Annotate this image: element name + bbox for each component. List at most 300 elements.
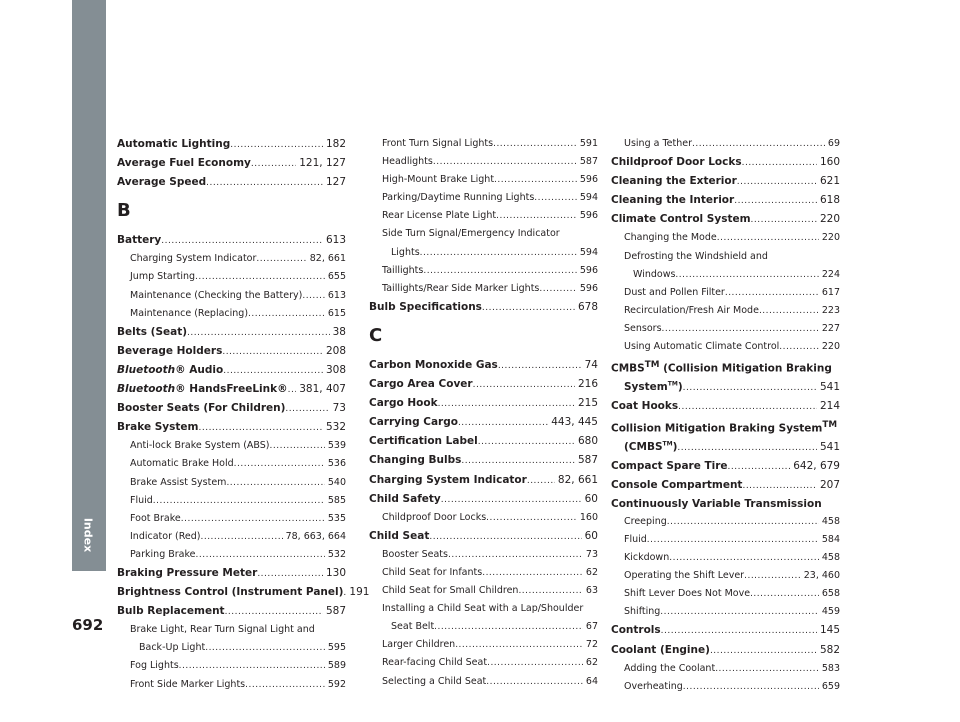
dot-leader [473, 376, 575, 394]
index-entry-label: Back-Up Light [139, 642, 206, 654]
index-entry-label: Cargo Hook [369, 397, 438, 410]
dot-leader [661, 622, 817, 640]
index-subentry[interactable] [611, 320, 840, 338]
dot-leader [288, 381, 297, 399]
index-entry-label: Taillights/Rear Side Marker Lights [382, 282, 540, 294]
index-entry-page-ref[interactable]: 536 [327, 458, 346, 470]
index-entry-label: Using a Tether [624, 138, 692, 149]
index-entry-page-ref[interactable]: 655 [327, 271, 346, 283]
index-entry[interactable] [369, 471, 598, 490]
index-entry-page-ref[interactable]: 72 [585, 639, 598, 651]
index-entry-label: Windows [633, 268, 676, 280]
dot-leader [423, 262, 577, 280]
index-entry-page-ref[interactable]: 587 [325, 605, 346, 618]
index-entry-label: Taillights [382, 264, 424, 276]
index-subentry[interactable] [369, 189, 598, 207]
index-entry-page-ref[interactable]: 680 [577, 435, 598, 448]
index-entry-label: Bulb Replacement [117, 605, 225, 618]
dot-leader [486, 673, 583, 691]
index-entry-page-ref[interactable]: 587 [579, 156, 598, 168]
index-entry[interactable] [369, 413, 598, 432]
dot-leader [677, 439, 817, 457]
index-subentry[interactable] [369, 564, 598, 582]
index-entry-page-ref[interactable]: 532 [325, 421, 346, 434]
dot-leader [750, 585, 819, 603]
index-entry-label: Kickdown [624, 552, 670, 564]
side-tab-label: Index [81, 517, 95, 553]
index-entry-page-ref[interactable]: 458 [821, 515, 840, 527]
index-entry-label: Dust and Pollen Filter [624, 286, 725, 298]
dot-leader [230, 136, 323, 154]
index-entry-page-ref[interactable]: 227 [821, 322, 840, 334]
index-subentry[interactable] [117, 510, 346, 528]
index-entry[interactable] [369, 356, 598, 375]
index-entry-page-ref[interactable]: 74 [584, 358, 598, 371]
index-subentry[interactable] [611, 567, 840, 585]
index-subentry[interactable] [369, 153, 598, 171]
index-subentry[interactable] [369, 280, 598, 298]
dot-leader [245, 676, 325, 694]
index-entry[interactable] [369, 490, 598, 509]
index-subentry[interactable] [369, 636, 598, 654]
index-subentry[interactable] [611, 660, 840, 678]
index-subentry[interactable] [611, 549, 840, 567]
index-subentry[interactable] [117, 474, 346, 492]
index-subentry[interactable] [611, 585, 840, 603]
index-entry-label: Headlights [382, 156, 433, 168]
index-entry-label: Foot Brake [130, 512, 181, 524]
index-entry-page-ref[interactable]: 220 [821, 341, 840, 353]
index-entry-label: Parking/Daytime Running Lights [382, 192, 535, 204]
index-entry-page-ref[interactable]: 38 [332, 325, 346, 338]
dot-leader [728, 458, 791, 476]
index-entry-label: Bluetooth® Audio [117, 363, 224, 376]
index-entry-label: Child Seat for Small Children [382, 585, 519, 597]
dot-leader [200, 528, 282, 546]
index-subentry[interactable] [369, 509, 598, 527]
index-entry-label: Bluetooth® HandsFreeLink® [117, 383, 288, 396]
dot-leader [234, 455, 325, 473]
index-entry-label: Seat Belt [391, 621, 435, 633]
index-entry[interactable] [117, 418, 346, 437]
dot-leader [222, 343, 323, 361]
dot-leader [458, 414, 548, 432]
index-entry-page-ref[interactable]: 223 [821, 304, 840, 316]
index-entry-label: Operating the Shift Lever [624, 570, 745, 582]
index-subentry[interactable] [117, 287, 346, 305]
index-subentry[interactable] [611, 135, 840, 153]
dot-leader [226, 474, 324, 492]
index-entry-label: Adding the Coolant [624, 662, 716, 674]
dot-leader [496, 207, 577, 225]
index-entry-label: Brightness Control (Instrument Panel) [117, 586, 344, 599]
index-entry[interactable] [611, 153, 840, 172]
index-subentry[interactable] [117, 250, 346, 268]
index-subentry[interactable] [611, 229, 840, 247]
index-entry-label: Compact Spare Tire [611, 459, 728, 472]
index-subentry[interactable] [611, 603, 840, 621]
dot-leader [486, 509, 577, 527]
index-entry-label: Carrying Cargo [369, 416, 458, 429]
dot-leader [669, 549, 819, 567]
index-entry-label: Cargo Area Cover [369, 378, 473, 391]
index-entry-page-ref[interactable]: 582 [819, 643, 840, 656]
dot-leader [660, 603, 819, 621]
index-entry-label: System™) [624, 380, 683, 393]
index-entry-continued-label: Side Turn Signal/Emergency Indicator [382, 228, 560, 240]
index-entry-page-ref[interactable]: 208 [325, 344, 346, 357]
index-entry[interactable] [117, 342, 346, 361]
index-subentry[interactable] [369, 207, 598, 225]
index-entry-page-ref[interactable]: 659 [821, 680, 840, 692]
dot-leader [667, 513, 819, 531]
dot-leader [478, 433, 575, 451]
index-entry-page-ref[interactable]: 589 [327, 660, 346, 672]
index-subentry[interactable] [117, 546, 346, 564]
dot-leader [438, 395, 575, 413]
index-subentry[interactable] [611, 284, 840, 302]
index-entry-page-ref[interactable]: 658 [821, 588, 840, 600]
index-entry-page-ref[interactable]: 67 [585, 621, 598, 633]
dot-leader [737, 173, 817, 191]
index-entry-label: Changing Bulbs [369, 454, 462, 467]
index-entry-page-ref[interactable]: 145 [819, 624, 840, 637]
index-entry-page-ref[interactable]: 585 [327, 494, 346, 506]
index-entry-page-ref[interactable]: 214 [819, 399, 840, 412]
dot-leader [692, 135, 825, 153]
index-entry-label: Lights [391, 246, 420, 258]
index-entry-label: Fluid [130, 494, 153, 506]
index-subentry[interactable] [611, 266, 840, 284]
index-entry-page-ref[interactable]: 618 [819, 194, 840, 207]
index-entry-page-ref[interactable]: 596 [579, 264, 598, 276]
index-entry-page-ref[interactable]: 62 [585, 657, 598, 669]
index-entry[interactable] [117, 154, 346, 173]
index-entry-label: Automatic Lighting [117, 138, 231, 150]
index-entry-label: Average Speed [117, 176, 207, 189]
index-entry-page-ref[interactable]: 584 [821, 533, 840, 545]
index-entry-label: Shift Lever Does Not Move [624, 588, 751, 600]
index-entry-label: Brake System [117, 421, 199, 434]
index-entry[interactable] [611, 457, 840, 476]
dot-leader [257, 565, 323, 583]
index-entry-page-ref[interactable]: 587 [577, 454, 598, 467]
index-subentry[interactable] [369, 244, 598, 262]
index-entry[interactable] [611, 210, 840, 229]
index-subentry[interactable] [369, 171, 598, 189]
index-subentry[interactable] [117, 305, 346, 323]
index-entry-page-ref[interactable]: 617 [821, 286, 840, 298]
dot-leader [779, 338, 819, 356]
index-subentry[interactable] [117, 492, 346, 510]
index-entry-page-ref[interactable]: 381, 407 [299, 383, 346, 396]
dot-leader [715, 660, 819, 678]
dot-leader [487, 654, 583, 672]
dot-leader [195, 268, 325, 286]
index-entry-label: Front Turn Signal Lights [382, 138, 494, 149]
index-entry-page-ref[interactable]: 592 [327, 678, 346, 690]
index-entry[interactable] [117, 231, 346, 250]
index-entry-continued-label: Installing a Child Seat with a Lap/Shoulder [382, 603, 584, 615]
index-entry-page-ref[interactable]: 678 [577, 300, 598, 313]
index-entry-page-ref[interactable]: 207 [819, 478, 840, 491]
dot-leader [710, 642, 817, 660]
index-subentry[interactable] [117, 437, 346, 455]
index-entry-page-ref[interactable]: 613 [325, 234, 346, 247]
dot-leader [420, 244, 577, 262]
index-entry-label: Certification Label [369, 435, 478, 448]
index-entry[interactable] [611, 191, 840, 210]
index-entry-label: Selecting a Child Seat [382, 675, 487, 687]
index-subentry[interactable] [117, 268, 346, 286]
index-entry-label: Controls [611, 624, 661, 637]
index-entry[interactable] [117, 564, 346, 583]
dot-leader [196, 546, 325, 564]
index-entry-label: Childproof Door Locks [611, 156, 742, 169]
dot-leader [302, 287, 325, 305]
index-entry-page-ref[interactable]: 160 [819, 156, 840, 169]
dot-leader [717, 229, 819, 247]
index-entry-page-ref[interactable]: 541 [819, 440, 840, 453]
index-entry-label: Creeping [624, 515, 667, 527]
index-entry-label: Changing the Mode [624, 232, 717, 244]
index-entry[interactable] [117, 602, 346, 621]
index-entry-label: High-Mount Brake Light [382, 174, 495, 186]
dot-leader [206, 174, 323, 192]
index-subentry[interactable] [611, 678, 840, 696]
dot-leader [534, 189, 577, 207]
index-entry-page-ref[interactable]: 220 [821, 232, 840, 244]
dot-leader [744, 567, 801, 585]
index-entry-page-ref[interactable]: 540 [327, 476, 346, 488]
index-entry-page-ref[interactable]: 594 [579, 192, 598, 204]
index-entry[interactable] [117, 323, 346, 342]
dot-leader [251, 155, 296, 173]
index-entry[interactable] [611, 438, 840, 457]
index-subentry[interactable] [611, 531, 840, 549]
index-entry-page-ref[interactable]: 621 [819, 175, 840, 188]
index-entry-page-ref[interactable]: 532 [327, 548, 346, 560]
dot-leader [675, 266, 818, 284]
index-entry-label: Bulb Specifications [369, 300, 482, 313]
dot-leader [429, 528, 581, 546]
index-column-2 [369, 135, 598, 691]
index-entry-label: Child Seat for Infants [382, 566, 483, 578]
index-entry-label: Parking Brake [130, 548, 196, 560]
index-entry-label: Jump Starting [130, 271, 196, 283]
index-subentry[interactable] [369, 673, 598, 691]
index-entry-page-ref[interactable]: 64 [585, 675, 598, 687]
index-entry[interactable] [117, 380, 346, 399]
index-column-1 [117, 135, 370, 694]
dot-leader [248, 305, 325, 323]
index-entry-label: Shifting [624, 606, 661, 618]
index-entry-page-ref[interactable]: 443, 445 [551, 416, 598, 429]
dot-leader [725, 284, 819, 302]
index-entry-page-ref[interactable]: 220 [819, 213, 840, 226]
index-entry-page-ref[interactable]: 215 [577, 397, 598, 410]
index-entry-label: Front Side Marker Lights [130, 678, 246, 690]
index-subentry[interactable] [611, 513, 840, 531]
index-entry-page-ref[interactable]: 60 [584, 529, 598, 542]
index-entry[interactable] [117, 399, 346, 418]
index-entry[interactable] [117, 361, 346, 380]
index-entry-label: Charging System Indicator [369, 473, 527, 486]
index-entry[interactable] [611, 378, 840, 397]
dot-leader [270, 437, 325, 455]
index-entry-continued-label: Defrosting the Windshield and [624, 250, 768, 262]
index-entry-page-ref[interactable]: 73 [332, 402, 346, 415]
dot-leader [223, 362, 323, 380]
dot-leader [742, 477, 817, 495]
index-entry-page-ref[interactable]: 642, 679 [793, 459, 840, 472]
index-subentry[interactable] [117, 676, 346, 694]
index-entry-page-ref[interactable]: 596 [579, 210, 598, 222]
index-entry-page-ref[interactable]: 596 [579, 174, 598, 186]
index-entry-label: Climate Control System [611, 213, 751, 226]
section-letter-header: B [117, 200, 131, 222]
index-subentry[interactable] [369, 582, 598, 600]
index-entry-label: Charging System Indicator [130, 253, 257, 265]
index-entry-page-ref[interactable]: 459 [821, 606, 840, 618]
dot-leader [494, 171, 577, 189]
index-entry-page-ref[interactable]: 191 [349, 586, 370, 599]
index-subentry[interactable] [117, 528, 346, 546]
index-entry-page-ref[interactable]: 224 [821, 268, 840, 280]
index-entry-page-ref[interactable]: 78, 663, 664 [285, 530, 346, 542]
dot-leader [482, 564, 583, 582]
index-entry-page-ref[interactable]: 82, 661 [309, 253, 346, 265]
dot-leader [225, 603, 323, 621]
index-subentry[interactable] [369, 135, 598, 153]
index-entry-continued-label: Continuously Variable Transmission [611, 497, 822, 510]
index-subentry[interactable] [117, 639, 346, 657]
index-entry[interactable] [369, 432, 598, 451]
dot-leader [493, 135, 577, 153]
dot-leader [678, 398, 817, 416]
index-entry-label: Average Fuel Economy [117, 157, 251, 170]
index-subentry[interactable] [117, 455, 346, 473]
index-entry-label: Fluid [624, 533, 647, 545]
dot-leader [205, 639, 325, 657]
index-entry-page-ref[interactable]: 591 [579, 138, 598, 149]
index-subentry[interactable] [369, 262, 598, 280]
index-entry-label: Rear License Plate Light [382, 210, 497, 222]
index-entry-page-ref[interactable]: 160 [579, 511, 598, 523]
index-entry-page-ref[interactable]: 539 [327, 440, 346, 452]
index-entry-page-ref[interactable]: 308 [325, 363, 346, 376]
dot-leader [518, 582, 582, 600]
index-entry-page-ref[interactable]: 615 [327, 307, 346, 319]
index-entry-label: (CMBS™) [624, 440, 678, 453]
index-entry-page-ref[interactable]: 458 [821, 552, 840, 564]
index-subentry[interactable] [369, 618, 598, 636]
index-entry-label: Booster Seats [382, 548, 448, 560]
index-entry[interactable] [611, 621, 840, 640]
index-entry-label: Battery [117, 234, 162, 247]
index-entry[interactable] [369, 451, 598, 470]
index-entry[interactable] [611, 172, 840, 191]
index-subentry[interactable] [369, 546, 598, 564]
index-entry-label: Cleaning the Exterior [611, 175, 737, 188]
index-entry-page-ref[interactable]: 127 [325, 176, 346, 189]
index-entry[interactable] [117, 173, 346, 192]
index-entry-page-ref[interactable]: 23, 460 [803, 570, 840, 582]
index-entry-page-ref[interactable]: 82, 661 [557, 473, 598, 486]
index-entry[interactable] [369, 298, 598, 317]
index-entry[interactable] [117, 135, 346, 154]
dot-leader [527, 472, 555, 490]
index-entry-page-ref[interactable]: 73 [585, 548, 598, 560]
index-entry-label: Anti-lock Brake System (ABS) [130, 440, 270, 452]
index-entry-page-ref[interactable]: 121, 127 [299, 157, 346, 170]
index-entry[interactable] [117, 583, 370, 602]
index-entry-page-ref[interactable]: 583 [821, 662, 840, 674]
dot-leader [434, 618, 583, 636]
dot-leader [285, 400, 329, 418]
dot-leader [181, 510, 325, 528]
index-entry[interactable] [611, 397, 840, 416]
dot-leader [683, 678, 819, 696]
index-column-3 [611, 135, 840, 696]
index-subentry[interactable] [611, 302, 840, 320]
index-entry-page-ref[interactable]: 535 [327, 512, 346, 524]
dot-leader [461, 452, 575, 470]
index-entry-label: Rear-facing Child Seat [382, 657, 488, 669]
index-entry-page-ref[interactable]: 69 [827, 138, 840, 149]
index-entry-page-ref[interactable]: 182 [325, 138, 346, 150]
dot-leader [433, 153, 577, 171]
index-subentry[interactable] [369, 654, 598, 672]
dot-leader [256, 250, 306, 268]
index-entry-page-ref[interactable]: 595 [327, 642, 346, 654]
index-entry[interactable] [611, 641, 840, 660]
index-entry-page-ref[interactable]: 63 [585, 585, 598, 597]
index-entry-page-ref[interactable]: 216 [577, 378, 598, 391]
index-entry-page-ref[interactable]: 613 [327, 289, 346, 301]
index-entry-label: Beverage Holders [117, 344, 223, 357]
index-entry[interactable] [369, 375, 598, 394]
index-entry[interactable] [611, 476, 840, 495]
index-entry-label: Recirculation/Fresh Air Mode [624, 304, 759, 316]
index-entry-label: Booster Seats (For Children) [117, 402, 286, 415]
index-entry-label: Maintenance (Replacing) [130, 307, 249, 319]
index-entry-label: Brake Assist System [130, 476, 227, 488]
dot-leader [187, 324, 330, 342]
index-entry-label: Sensors [624, 322, 662, 334]
index-subentry[interactable] [611, 338, 840, 356]
index-entry[interactable] [369, 527, 598, 546]
index-entry-label: Automatic Brake Hold [130, 458, 234, 470]
page-number: 692 [72, 616, 104, 634]
index-entry-label: Child Seat [369, 529, 430, 542]
index-entry[interactable] [369, 394, 598, 413]
index-entry-page-ref[interactable]: 60 [584, 492, 598, 505]
dot-leader [448, 546, 583, 564]
dot-leader [539, 280, 576, 298]
index-entry-label: Braking Pressure Meter [117, 566, 258, 579]
index-entry-label: Childproof Door Locks [382, 511, 487, 523]
index-entry-page-ref[interactable]: 62 [585, 566, 598, 578]
dot-leader [498, 357, 582, 375]
index-entry-page-ref[interactable]: 541 [819, 380, 840, 393]
index-entry-label: Fog Lights [130, 660, 179, 672]
index-entry-page-ref[interactable]: 594 [579, 246, 598, 258]
index-entry-page-ref[interactable]: 130 [325, 566, 346, 579]
index-subentry[interactable] [117, 657, 346, 675]
index-entry-page-ref[interactable]: 596 [579, 282, 598, 294]
index-entry-label: Console Compartment [611, 478, 743, 491]
